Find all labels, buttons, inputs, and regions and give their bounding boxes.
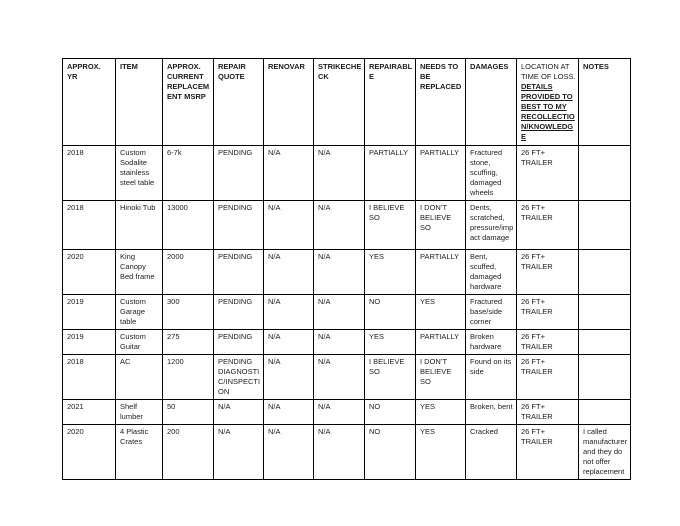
table-row <box>63 201 631 250</box>
cell-msrp: 13000 <box>163 201 214 250</box>
cell-notes <box>579 250 631 295</box>
cell-year: 2018 <box>63 201 116 250</box>
loss-inventory-table <box>62 58 631 480</box>
cell-location: 26 FT+ TRAILER <box>517 425 579 480</box>
cell-strikecheck: N/A <box>314 146 365 201</box>
cell-strikecheck: N/A <box>314 295 365 330</box>
cell-msrp: 200 <box>163 425 214 480</box>
cell-needs_replaced: I DON’T BELIEVE SO <box>416 201 466 250</box>
cell-damages: Dents, scratched, pressure/impact damage <box>466 201 517 250</box>
cell-repairable: YES <box>365 250 416 295</box>
cell-msrp: 275 <box>163 330 214 355</box>
cell-damages: Fractured stone, scuffing, damaged wheels <box>466 146 517 201</box>
cell-renovar: N/A <box>264 295 314 330</box>
cell-msrp: 50 <box>163 400 214 425</box>
table-row <box>63 146 631 201</box>
cell-item: Custom Guitar <box>116 330 163 355</box>
col-header-msrp: APPROX. CURRENT REPLACEMENT MSRP <box>163 59 214 146</box>
cell-strikecheck: N/A <box>314 425 365 480</box>
cell-notes <box>579 355 631 400</box>
cell-notes <box>579 400 631 425</box>
cell-repairable: NO <box>365 425 416 480</box>
cell-repair_quote: PENDING DIAGNOSTIC/INSPECTION <box>214 355 264 400</box>
cell-item: Hinoki Tub <box>116 201 163 250</box>
cell-year: 2019 <box>63 330 116 355</box>
cell-notes <box>579 295 631 330</box>
cell-renovar: N/A <box>264 250 314 295</box>
table-body <box>63 146 631 480</box>
cell-location: 26 FT+ TRAILER <box>517 250 579 295</box>
cell-year: 2018 <box>63 355 116 400</box>
cell-repair_quote: PENDING <box>214 295 264 330</box>
cell-item: 4 Plastic Crates <box>116 425 163 480</box>
cell-damages: Broken hardware <box>466 330 517 355</box>
col-header-repair-quote: REPAIR QUOTE <box>214 59 264 146</box>
cell-strikecheck: N/A <box>314 400 365 425</box>
cell-renovar: N/A <box>264 146 314 201</box>
cell-notes: I called manufacturer and they do not offer replacement <box>579 425 631 480</box>
cell-location: 26 FT+ TRAILER <box>517 400 579 425</box>
cell-renovar: N/A <box>264 330 314 355</box>
cell-location: 26 FT+ TRAILER <box>517 355 579 400</box>
cell-repair_quote: PENDING <box>214 201 264 250</box>
cell-item: AC <box>116 355 163 400</box>
col-header-renovar: RENOVAR <box>264 59 314 146</box>
cell-repair_quote: N/A <box>214 425 264 480</box>
cell-repairable: NO <box>365 295 416 330</box>
cell-repairable: I BELIEVE SO <box>365 201 416 250</box>
cell-strikecheck: N/A <box>314 355 365 400</box>
cell-needs_replaced: YES <box>416 425 466 480</box>
cell-msrp: 2000 <box>163 250 214 295</box>
cell-damages: Broken, bent <box>466 400 517 425</box>
col-header-approx-yr: APPROX. YR <box>63 59 116 146</box>
col-header-notes: NOTES <box>579 59 631 146</box>
table-row <box>63 355 631 400</box>
cell-location: 26 FT+ TRAILER <box>517 330 579 355</box>
cell-needs_replaced: I DON’T BELIEVE SO <box>416 355 466 400</box>
cell-damages: Found on its side <box>466 355 517 400</box>
cell-year: 2020 <box>63 250 116 295</box>
cell-location: 26 FT+ TRAILER <box>517 146 579 201</box>
location-header-details: DETAILS PROVIDED TO BEST TO MY RECOLLECTION/KNOWLEDGE <box>521 82 575 141</box>
cell-repairable: I BELIEVE SO <box>365 355 416 400</box>
cell-year: 2019 <box>63 295 116 330</box>
col-header-location <box>517 59 579 146</box>
cell-needs_replaced: PARTIALLY <box>416 250 466 295</box>
cell-repairable: YES <box>365 330 416 355</box>
cell-item: Shelf lumber <box>116 400 163 425</box>
cell-notes <box>579 146 631 201</box>
cell-renovar: N/A <box>264 425 314 480</box>
cell-needs_replaced: YES <box>416 295 466 330</box>
cell-renovar: N/A <box>264 355 314 400</box>
cell-needs_replaced: PARTIALLY <box>416 330 466 355</box>
location-header-plain: LOCATION AT TIME OF LOSS. <box>521 62 576 81</box>
table-row <box>63 295 631 330</box>
cell-needs_replaced: YES <box>416 400 466 425</box>
cell-item: King Canopy Bed frame <box>116 250 163 295</box>
col-header-needs-replaced: NEEDS TO BE REPLACED <box>416 59 466 146</box>
cell-strikecheck: N/A <box>314 330 365 355</box>
cell-location: 26 FT+ TRAILER <box>517 201 579 250</box>
cell-msrp: 300 <box>163 295 214 330</box>
cell-strikecheck: N/A <box>314 201 365 250</box>
table-row <box>63 330 631 355</box>
col-header-repairable: REPAIRABLE <box>365 59 416 146</box>
cell-notes <box>579 330 631 355</box>
cell-strikecheck: N/A <box>314 250 365 295</box>
cell-repair_quote: PENDING <box>214 250 264 295</box>
cell-year: 2018 <box>63 146 116 201</box>
cell-needs_replaced: PARTIALLY <box>416 146 466 201</box>
cell-year: 2020 <box>63 425 116 480</box>
table-row <box>63 250 631 295</box>
cell-notes <box>579 201 631 250</box>
col-header-item: ITEM <box>116 59 163 146</box>
cell-repair_quote: N/A <box>214 400 264 425</box>
cell-msrp: 1200 <box>163 355 214 400</box>
cell-msrp: 6-7k <box>163 146 214 201</box>
table-row <box>63 425 631 480</box>
cell-repair_quote: PENDING <box>214 146 264 201</box>
cell-repair_quote: PENDING <box>214 330 264 355</box>
cell-item: Custom Sodalite stainless steel table <box>116 146 163 201</box>
cell-renovar: N/A <box>264 201 314 250</box>
cell-item: Custom Garage table <box>116 295 163 330</box>
header-row <box>63 59 631 146</box>
cell-year: 2021 <box>63 400 116 425</box>
cell-damages: Bent, scuffed, damaged hardware <box>466 250 517 295</box>
cell-damages: Cracked <box>466 425 517 480</box>
cell-damages: Fractured base/side corner <box>466 295 517 330</box>
cell-location: 26 FT+ TRAILER <box>517 295 579 330</box>
cell-repairable: PARTIALLY <box>365 146 416 201</box>
cell-renovar: N/A <box>264 400 314 425</box>
table-row <box>63 400 631 425</box>
col-header-damages: DAMAGES <box>466 59 517 146</box>
col-header-strikecheck: STRIKECHECK <box>314 59 365 146</box>
cell-repairable: NO <box>365 400 416 425</box>
